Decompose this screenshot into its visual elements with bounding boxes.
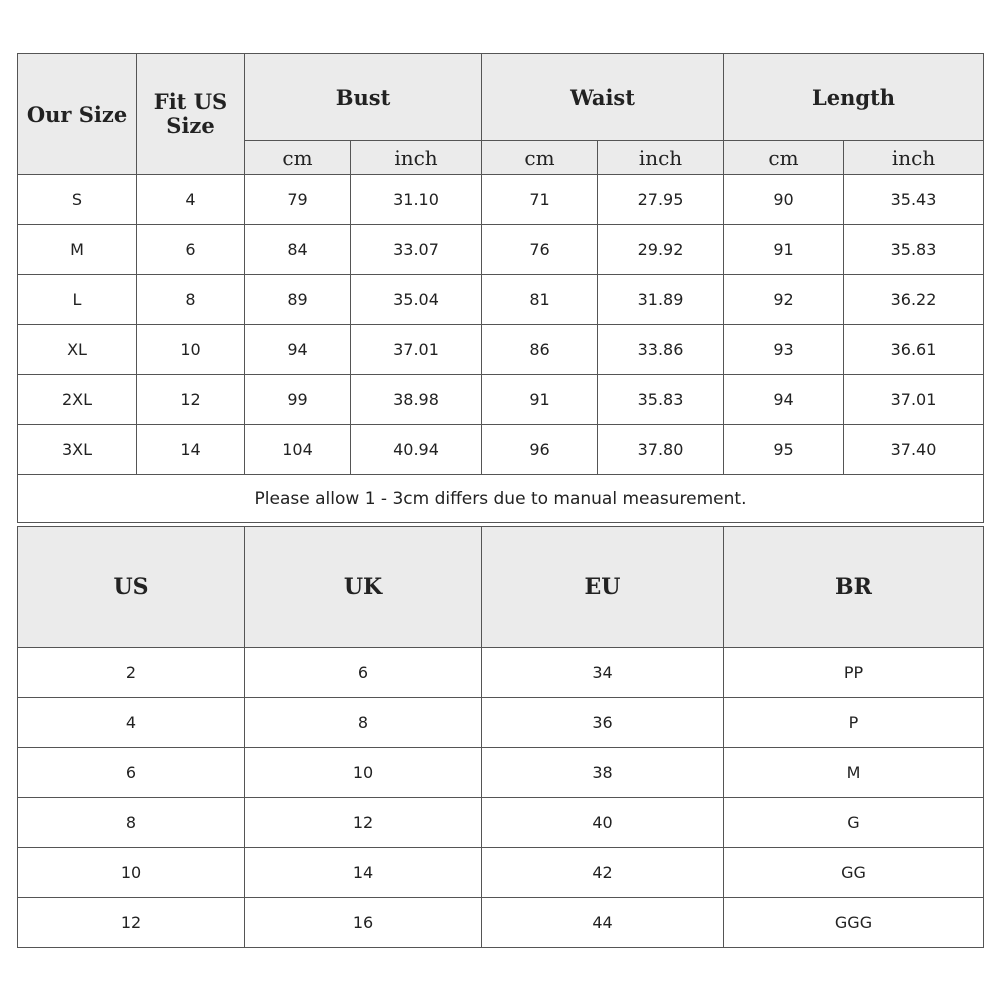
cell-fit-us: 4 [137,175,245,225]
cell-length-cm: 95 [724,425,844,475]
header-eu: EU [482,527,724,648]
header-length: Length [724,54,984,141]
cell-length-inch: 36.22 [844,275,984,325]
cell-br: M [724,748,984,798]
cell-us: 12 [18,898,245,948]
cell-length-cm: 91 [724,225,844,275]
cell-br: G [724,798,984,848]
cell-bust-cm: 94 [245,325,351,375]
cell-waist-cm: 96 [482,425,598,475]
cell-waist-inch: 33.86 [598,325,724,375]
header-waist-cm: cm [482,141,598,175]
cell-fit-us: 12 [137,375,245,425]
cell-fit-us: 8 [137,275,245,325]
cell-fit-us: 10 [137,325,245,375]
cell-br: GGG [724,898,984,948]
cell-waist-inch: 29.92 [598,225,724,275]
size-conversion-table [17,526,984,948]
cell-waist-inch: 35.83 [598,375,724,425]
cell-eu: 44 [482,898,724,948]
header-bust-inch: inch [351,141,482,175]
cell-us: 6 [18,748,245,798]
cell-bust-inch: 38.98 [351,375,482,425]
cell-bust-cm: 104 [245,425,351,475]
table-row [18,748,984,798]
cell-br: P [724,698,984,748]
cell-eu: 34 [482,648,724,698]
cell-uk: 10 [245,748,482,798]
cell-uk: 8 [245,698,482,748]
cell-us: 10 [18,848,245,898]
cell-waist-cm: 71 [482,175,598,225]
cell-fit-us: 14 [137,425,245,475]
header-waist: Waist [482,54,724,141]
cell-waist-cm: 81 [482,275,598,325]
cell-length-cm: 90 [724,175,844,225]
cell-uk: 16 [245,898,482,948]
size-chart-table [17,53,984,523]
cell-eu: 42 [482,848,724,898]
cell-eu: 36 [482,698,724,748]
cell-bust-cm: 89 [245,275,351,325]
cell-us: 8 [18,798,245,848]
table-row [18,848,984,898]
cell-eu: 38 [482,748,724,798]
cell-bust-cm: 99 [245,375,351,425]
cell-length-inch: 35.43 [844,175,984,225]
cell-length-cm: 94 [724,375,844,425]
cell-fit-us: 6 [137,225,245,275]
header-br: BR [724,527,984,648]
header-length-inch: inch [844,141,984,175]
cell-br: PP [724,648,984,698]
cell-eu: 40 [482,798,724,848]
cell-our-size: S [18,175,137,225]
table-row [18,375,984,425]
cell-length-cm: 93 [724,325,844,375]
cell-length-inch: 35.83 [844,225,984,275]
header-bust: Bust [245,54,482,141]
cell-our-size: 2XL [18,375,137,425]
table-row [18,425,984,475]
cell-bust-inch: 33.07 [351,225,482,275]
cell-us: 2 [18,648,245,698]
cell-uk: 12 [245,798,482,848]
header-length-cm: cm [724,141,844,175]
table-row [18,798,984,848]
cell-bust-cm: 84 [245,225,351,275]
cell-our-size: M [18,225,137,275]
cell-length-cm: 92 [724,275,844,325]
cell-bust-inch: 31.10 [351,175,482,225]
cell-waist-inch: 27.95 [598,175,724,225]
header-fit-us-line1: Fit US [153,89,228,114]
cell-length-inch: 37.40 [844,425,984,475]
cell-bust-cm: 79 [245,175,351,225]
cell-length-inch: 36.61 [844,325,984,375]
cell-length-inch: 37.01 [844,375,984,425]
cell-our-size: L [18,275,137,325]
cell-waist-cm: 86 [482,325,598,375]
table-row [18,325,984,375]
table-row [18,275,984,325]
cell-waist-cm: 76 [482,225,598,275]
cell-uk: 14 [245,848,482,898]
cell-bust-inch: 37.01 [351,325,482,375]
cell-waist-inch: 37.80 [598,425,724,475]
cell-us: 4 [18,698,245,748]
cell-our-size: XL [18,325,137,375]
cell-bust-inch: 40.94 [351,425,482,475]
cell-waist-inch: 31.89 [598,275,724,325]
header-fit-us-line2: Size [166,113,215,138]
table-row [18,898,984,948]
cell-bust-inch: 35.04 [351,275,482,325]
cell-our-size: 3XL [18,425,137,475]
table-row [18,648,984,698]
header-waist-inch: inch [598,141,724,175]
header-bust-cm: cm [245,141,351,175]
header-our-size: Our Size [18,54,137,175]
header-fit-us-size [137,54,245,175]
cell-waist-cm: 91 [482,375,598,425]
table-row [18,225,984,275]
table-row [18,175,984,225]
cell-br: GG [724,848,984,898]
table-row [18,698,984,748]
measurement-note: Please allow 1 - 3cm differs due to manual measurement. [18,475,984,523]
header-us: US [18,527,245,648]
header-uk: UK [245,527,482,648]
cell-uk: 6 [245,648,482,698]
